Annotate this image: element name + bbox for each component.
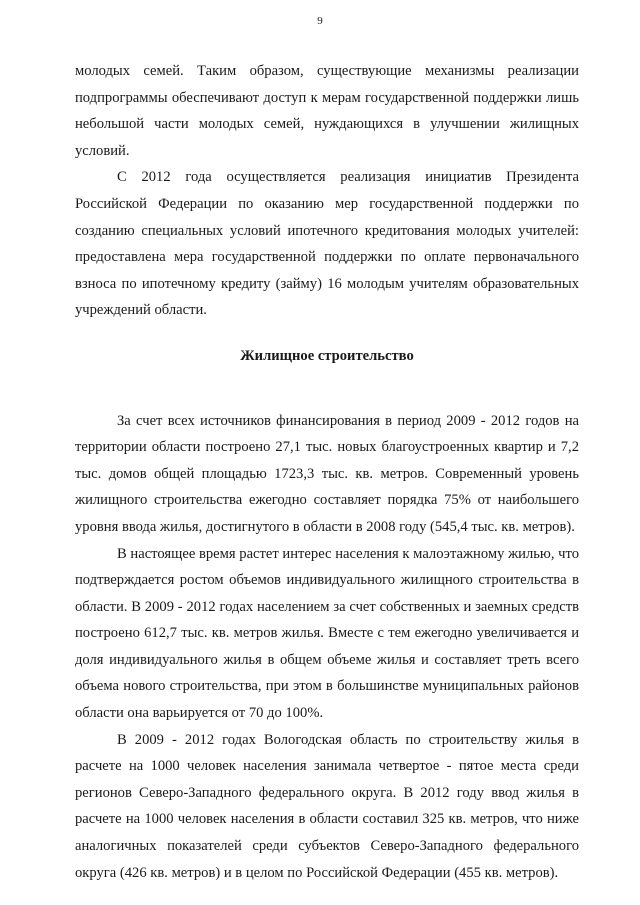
paragraph-regional-ranking: В 2009 - 2012 годах Вологодская область по строительству жилья в расчете на 1000 человек населения занимала четвертое - пятое места среди регионов Северо-Западного федерального округа. В 2012 году ввод жилья в расчете на 1000 человек населения в области составил 325 кв. метров, что ниже аналогичных показателей среди субъектов Северо-Западного федерального округа (426 кв. метров) и в целом по Российской Федерации (455 кв. метров). xyxy=(75,731,579,881)
paragraph-housing-financing: За счет всех источников финансирования в период 2009 - 2012 годов на территории области построено 27,1 тыс. новых благоустроенных квартир и 7,2 тыс. домов общей площадью 1723,3 тыс. кв. метров. Современный уровень жилищного строительства ежегодно составляет порядка 75% от наибольшего уровня ввода жилья, достигнутого в области в 2008 году (545,4 тыс. кв. метров). xyxy=(75,412,579,535)
section-heading-housing-construction: Жилищное строительство xyxy=(240,347,414,364)
page-number: 9 xyxy=(317,15,323,27)
document-body xyxy=(75,58,579,886)
paragraph-low-rise-housing: В настоящее время растет интерес населения к малоэтажному жилью, что подтверждается ростом объемов индивидуального жилищного строительства в области. В 2009 - 2012 годах населением за счет собственных и заемных средств построено 612,7 тыс. кв. метров жилья. Вместе с тем ежегодно увеличивается и доля индивидуального жилья в общем объеме жилья и составляет треть всего объема нового строительства, при этом в большинстве муниципальных районов области она варьируется от 70 до 100%. xyxy=(75,545,579,722)
paragraph-continuation: молодых семей. Таким образом, существующие механизмы реализации подпрограммы обеспечивают доступ к мерам государственной поддержки лишь небольшой части молодых семей, нуждающихся в улучшении жилищных условий. xyxy=(75,63,579,159)
paragraph-teacher-mortgage: С 2012 года осуществляется реализация инициатив Президента Российской Федерации по оказанию мер государственной поддержки по созданию специальных условий ипотечного кредитования молодых учителей: предоставлена мера государственной поддержки по оплате первоначального взноса по ипотечному кредиту (займу) 16 молодым учителям образовательных учреждений области. xyxy=(75,169,579,319)
